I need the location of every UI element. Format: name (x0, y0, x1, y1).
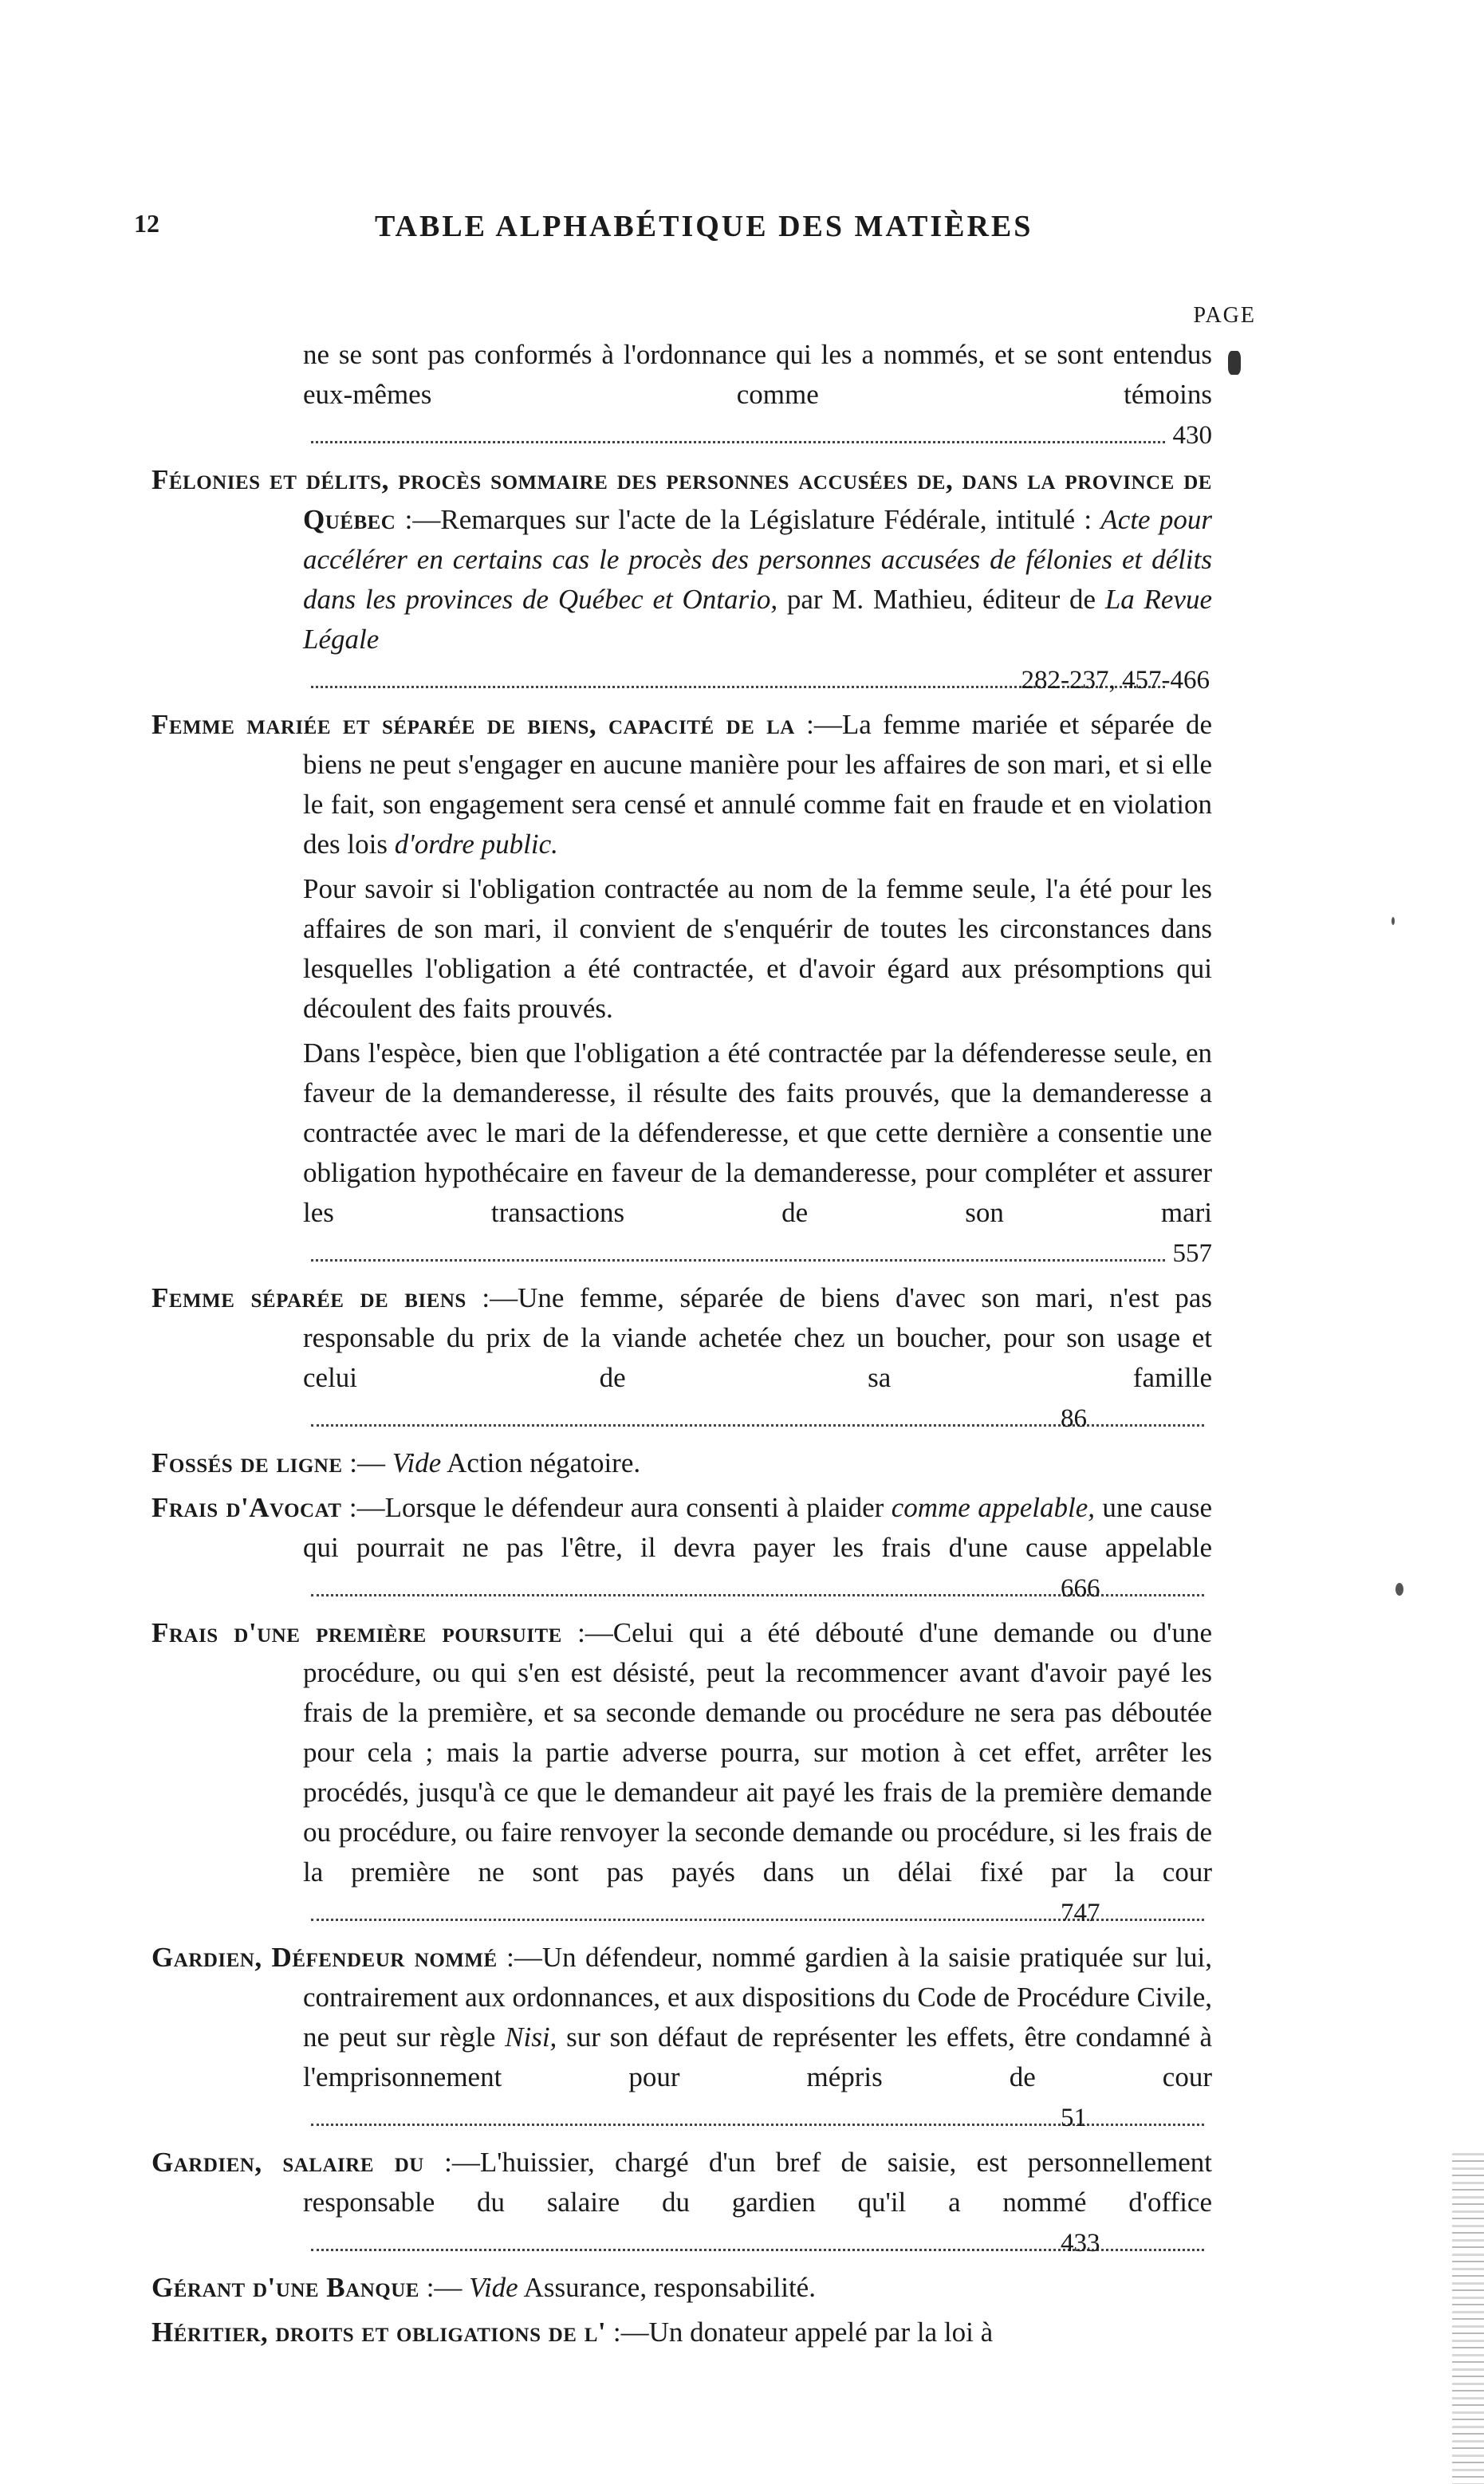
entry-text: :—Lorsque le défendeur aura consenti à plaider (348, 1492, 884, 1523)
dot-leader (311, 1259, 1165, 1262)
entry-heading: Femme mariée et séparée de biens, capacité de la (152, 709, 795, 740)
entry-heading: Héritier, droits et obligations de l' (152, 2317, 607, 2348)
entry-text: :—L'huissier, chargé d'un bref de saisie, est personnellement responsable du salaire du gardien qu'il a nommé d'office (303, 2147, 1212, 2218)
entry-heading: Gardien, Défendeur nommé (152, 1942, 498, 1973)
entry-paragraph (152, 1488, 1212, 1608)
index-entry (152, 2313, 1212, 2352)
dot-leader-line: 666 (303, 1569, 1212, 1608)
entry-paragraph (152, 1938, 1212, 2138)
index-entry (152, 1488, 1212, 1608)
entry-heading: Frais d'Avocat (152, 1492, 342, 1523)
entry-paragraph (152, 335, 1212, 455)
running-head: TABLE ALPHABÉTIQUE DES MATIÈRES (375, 210, 1033, 243)
entry-paragraph (152, 1613, 1212, 1933)
dot-leader-line (303, 415, 1212, 455)
entry-paragraph (152, 1443, 1212, 1483)
entry-text: ne se sont pas conformés à l'ordonnance qui les a nommés, et se sont entendus eux-mêmes comme témoins (303, 339, 1212, 410)
index-entry (152, 1938, 1212, 2138)
entry-text: Dans l'espèce, bien que l'obligation a été contractée par la défenderesse seule, en faveur de la demanderesse, il résulte des faits prouvés, que la demanderesse a contractée avec le mari de la défenderesse, et que cette dernière a consentie une obligation hypothécaire en faveur de la demanderesse, pour compléter et assurer les transactions de son mari (303, 1037, 1212, 1228)
entry-paragraph (152, 2268, 1212, 2308)
index-entries (152, 335, 1212, 2357)
entry-italic-title: d'ordre public. (394, 829, 558, 860)
entry-paragraph (152, 2143, 1212, 2263)
entry-italic-title: comme appelable, (891, 1492, 1095, 1523)
entry-text: :—Une femme, séparée de biens d'avec son mari, n'est pas responsable du prix de la viande achetée chez un boucher, pour son usage et celui de sa famille (303, 1282, 1212, 1393)
index-entry (152, 335, 1212, 455)
dot-leader-line: 747 (303, 1893, 1212, 1933)
entry-paragraph (152, 1278, 1212, 1439)
entry-heading: Félonies et délits, procès sommaire des personnes accusées de, dans la province de Québec (152, 464, 1212, 535)
dot-leader (311, 441, 1165, 443)
entry-italic-title: Vide (392, 1447, 442, 1478)
index-entry (152, 2268, 1212, 2308)
entry-paragraph (152, 869, 1212, 1029)
entry-heading: Fossés de ligne (152, 1447, 343, 1478)
dot-leader-line: 51 (303, 2098, 1212, 2138)
page-number: 12 (134, 209, 159, 238)
dot-leader-line (303, 660, 1212, 700)
entry-heading: Frais d'une première poursuite (152, 1617, 562, 1648)
entry-text: :—Un défendeur, nommé gardien à la saisie pratiquée sur lui, contrairement aux ordonnances, et aux dispositions du Code de Procédure Civile, ne peut sur règle (303, 1942, 1213, 2053)
index-entry (152, 705, 1212, 864)
entry-text: :—Un donateur appelé par la loi à (612, 2317, 994, 2348)
dot-leader-line: 433 (303, 2223, 1212, 2263)
entry-text: :—Celui qui a été débouté d'une demande ou d'une procédure, ou qui s'en est désisté, peut la recommencer avant d'avoir payé les frais de la première, et sa seconde demande ou procédure ne sera pas déboutée pour cela ; mais la partie adverse pourra, sur motion à cet effet, arrêter les procédés, jusqu'à ce que le demandeur ait payé les frais de la première demande ou procédure, ou faire renvoyer la seconde demande ou procédure, si les frais de la première ne sont pas payés dans un délai fixé par la cour (303, 1617, 1213, 1888)
entry-text-cont: Action négatoire. (447, 1447, 641, 1478)
index-entry (152, 1443, 1212, 1483)
entry-text-cont: Assurance, responsabilité. (523, 2272, 816, 2303)
page-reference: 557 (1172, 1239, 1212, 1268)
index-entry (152, 1613, 1212, 1933)
entry-text-cont: une cause qui pourrait ne pas l'être, il devra payer les frais d'une cause appelable (303, 1492, 1213, 1563)
page-reference: 282-237, 457-466 (1021, 666, 1210, 695)
entry-text-cont: par M. Mathieu, éditeur de (786, 584, 1096, 615)
page-column-label: PAGE (1193, 303, 1256, 328)
entry-italic-title: Nisi, (505, 2021, 557, 2053)
entry-italic-title: Vide (469, 2272, 518, 2303)
entry-paragraph (152, 460, 1212, 700)
index-entry (152, 2143, 1212, 2263)
entry-heading: Gardien, salaire du (152, 2147, 424, 2178)
scan-edge-noise (1452, 2153, 1484, 2484)
index-entry (152, 869, 1212, 1029)
entry-text: :— (349, 1447, 386, 1478)
index-entry (152, 460, 1212, 700)
entry-text: :—La femme mariée et séparée de biens ne peut s'engager en aucune manière pour les affaires de son mari, et si elle le fait, son engagement sera censé et annulé comme fait en fraude et en violation des lois (303, 709, 1212, 860)
entry-paragraph (152, 2313, 1212, 2352)
dot-leader-line: 86 (303, 1399, 1212, 1439)
entry-paragraph (152, 705, 1212, 864)
entry-italic-title: La Revue Légale (303, 584, 1213, 655)
entry-heading: Femme séparée de biens (152, 1282, 466, 1313)
page-reference: 430 (1172, 421, 1212, 450)
entry-text: :—Remarques sur l'acte de la Législature Fédérale, intitulé : (404, 504, 1092, 535)
entry-heading: Gérant d'une Banque (152, 2272, 419, 2303)
entry-text: :— (426, 2272, 463, 2303)
index-entry (152, 1033, 1212, 1273)
dot-leader-line (303, 1234, 1212, 1273)
entry-italic-title: Acte pour accélérer en certains cas le procès des personnes accusées de félonies et délits dans les provinces de Québec et Ontario, (303, 504, 1213, 615)
index-entry (152, 1278, 1212, 1439)
entry-text-cont: sur son défaut de représenter les effets, être condamné à l'emprisonnement pour mépris de cour (303, 2021, 1212, 2092)
entry-text: Pour savoir si l'obligation contractée au nom de la femme seule, l'a été pour les affaires de son mari, il convient de s'enquérir de toutes les circonstances dans lesquelles l'obligation a été contractée, et d'avoir égard aux présomptions qui découlent des faits prouvés. (303, 873, 1212, 1024)
entry-paragraph (152, 1033, 1212, 1273)
